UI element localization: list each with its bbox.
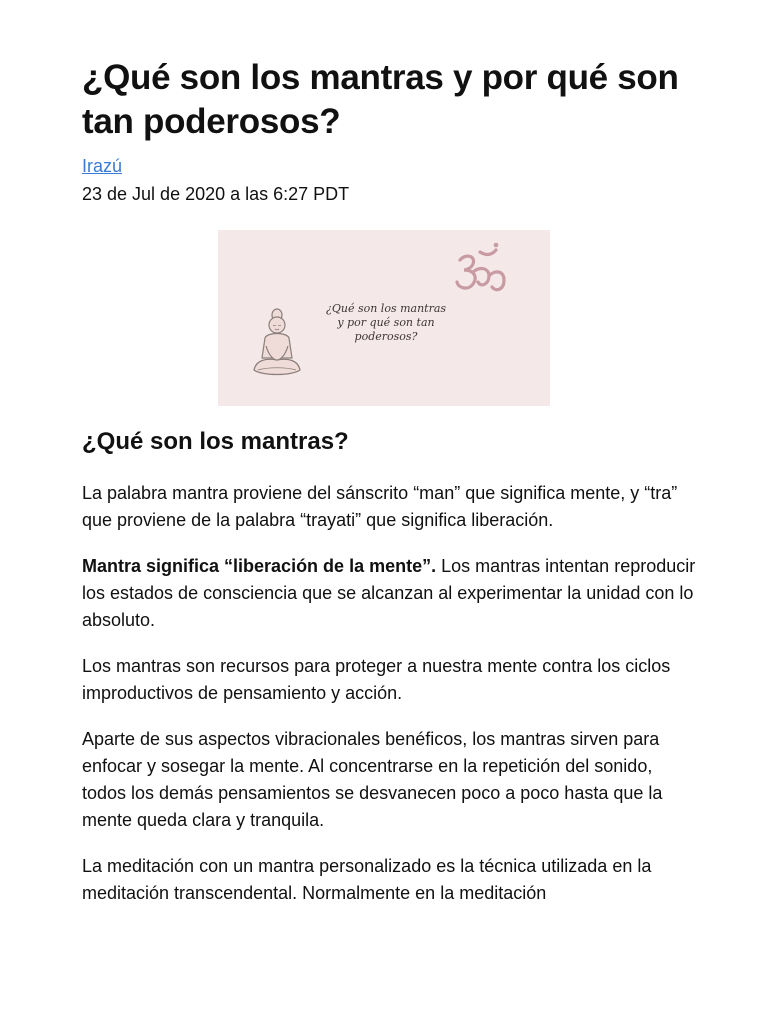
hero-caption-line2: y por qué son tan poderosos? <box>337 316 435 343</box>
paragraph <box>82 553 696 634</box>
article-title: ¿Qué son los mantras y por qué son tan poderosos? <box>82 58 679 141</box>
hero-image <box>218 230 550 406</box>
paragraph-text: La meditación con un mantra personalizado es la técnica utilizada en la meditación transcendental. Normalmente en la meditación <box>82 856 652 903</box>
author-link[interactable]: Irazú <box>82 156 123 176</box>
paragraph-text: Los mantras intentan reproducir los estados de consciencia que se alcanzan al experimentar la unidad con lo absoluto. <box>82 556 696 630</box>
hero-caption <box>316 302 456 344</box>
paragraph <box>82 480 696 534</box>
om-icon <box>452 240 514 298</box>
paragraph-bold-text: Mantra significa “liberación de la mente”. <box>82 556 437 576</box>
article-header <box>82 56 702 206</box>
publish-date: 23 de Jul de 2020 a las 6:27 PDT <box>82 184 350 204</box>
paragraph-text: La palabra mantra proviene del sánscrito “man” que significa mente, y “tra” que proviene de la palabra “trayati” que significa liberación. <box>82 483 678 530</box>
buddha-icon <box>248 304 306 384</box>
paragraph-text: Aparte de sus aspectos vibracionales benéficos, los mantras sirven para enfocar y sosegar la mente. Al concentrarse en la repetición del sonido, todos los demás pensamientos se desvanecen poco a poco hasta que la mente queda clara y tranquila. <box>82 729 663 830</box>
hero-caption-line1: ¿Qué son los mantras <box>325 302 447 315</box>
paragraph <box>82 853 696 907</box>
paragraph-text: Los mantras son recursos para proteger a nuestra mente contra los ciclos improductivos de pensamiento y acción. <box>82 656 671 703</box>
paragraph <box>82 653 696 707</box>
section-heading: ¿Qué son los mantras? <box>82 428 349 455</box>
article-body <box>82 480 696 926</box>
paragraph <box>82 726 696 834</box>
